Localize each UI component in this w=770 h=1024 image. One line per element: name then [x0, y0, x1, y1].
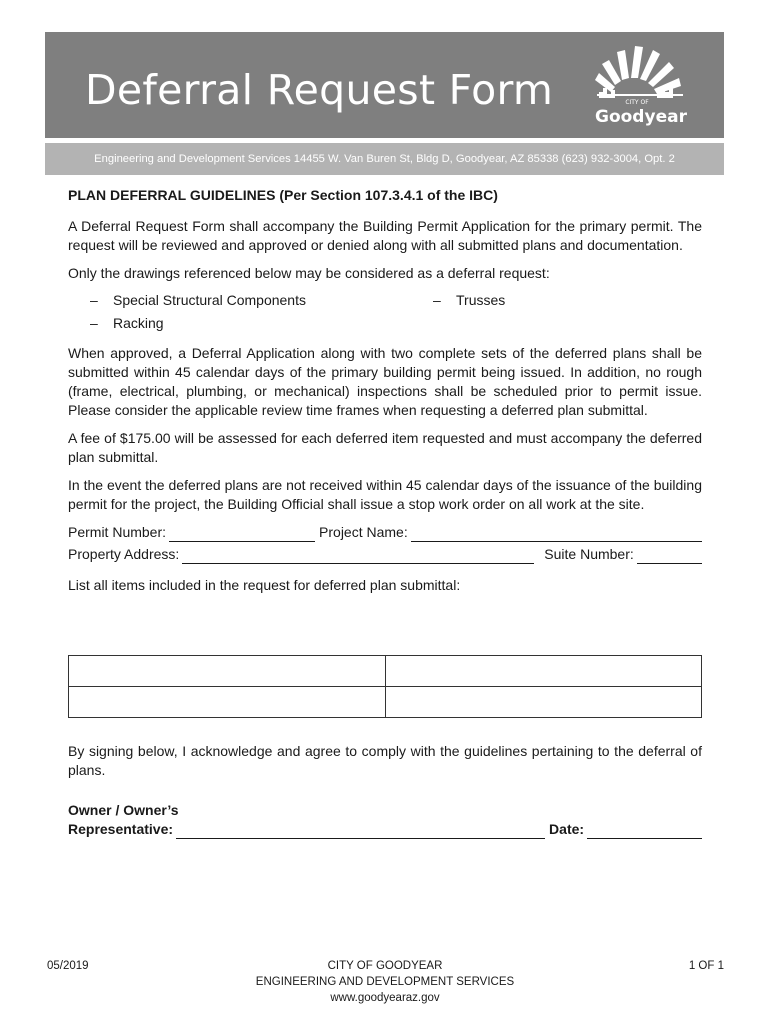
guidelines-heading: PLAN DEFERRAL GUIDELINES (Per Section 107.3.4.1 of the IBC)	[68, 187, 498, 203]
deferred-item-cell[interactable]	[385, 656, 702, 687]
suite-number-field[interactable]	[637, 549, 702, 564]
signature-label-line1: Owner / Owner’s	[68, 802, 179, 818]
footer-organization	[235, 958, 535, 1006]
guidelines-paragraph-2: Only the drawings referenced below may be considered as a deferral request:	[68, 265, 550, 281]
permit-number-label: Permit Number:	[68, 524, 167, 540]
list-instruction: List all items included in the request for deferred plan submittal:	[68, 577, 461, 593]
logo-city-text: CITY OF	[625, 99, 649, 106]
logo-name-text: Goodyear	[595, 107, 687, 127]
address-suite-row	[68, 542, 702, 564]
city-logo	[591, 40, 689, 132]
footer-org-line2: ENGINEERING AND DEVELOPMENT SERVICES	[255, 976, 515, 988]
property-address-field[interactable]	[182, 549, 534, 564]
acknowledgement-text: By signing below, I acknowledge and agree to comply with the guidelines pertaining to the deferral of plans.	[68, 743, 702, 778]
date-label: Date:	[549, 821, 585, 837]
guidelines-paragraph-3: When approved, a Deferral Application along with two complete sets of the deferred plans shall be submitted within 45 calendar days of the primary building permit being issued. In addition, no rough (frame, electrical, plumbing, or mechanical) inspections shall be scheduled prior to permit issue. Please consider the applicable review time frames when requesting a deferred plan submittal.	[68, 345, 702, 418]
guidelines-paragraph-1: A Deferral Request Form shall accompany the Building Permit Application for the primary permit. The request will be reviewed and approved or denied along with all submitted plans and documentation.	[68, 218, 702, 253]
list-item-label: Racking	[113, 315, 164, 331]
dash-bullet: –	[433, 292, 441, 308]
signature-field[interactable]	[176, 824, 545, 839]
header-band	[45, 32, 724, 138]
guidelines-section	[68, 186, 702, 595]
signature-label-line2: Representative:	[68, 821, 174, 837]
deferred-items-table	[68, 655, 702, 718]
table-row	[69, 687, 702, 718]
property-address-label: Property Address:	[68, 546, 180, 562]
dash-bullet: –	[90, 315, 98, 331]
project-name-field[interactable]	[411, 527, 702, 542]
footer-page-number: 1 OF 1	[688, 960, 724, 972]
permit-project-row	[68, 520, 702, 542]
deferred-item-cell[interactable]	[385, 687, 702, 718]
footer-org-line1: CITY OF GOODYEAR	[327, 960, 443, 972]
list-item-label: Trusses	[456, 292, 506, 308]
guidelines-paragraph-4: A fee of $175.00 will be assessed for each deferred item requested and must accompany the deferred plan submittal.	[68, 430, 702, 465]
deferred-item-cell[interactable]	[69, 687, 386, 718]
page-title: Deferral Request Form	[85, 66, 554, 114]
suite-number-label: Suite Number:	[544, 546, 634, 562]
footer-website[interactable]: www.goodyearaz.gov	[330, 992, 440, 1004]
project-name-label: Project Name:	[319, 524, 408, 540]
signature-row	[68, 820, 702, 839]
date-field[interactable]	[587, 824, 702, 839]
dash-bullet: –	[90, 292, 98, 308]
list-item	[68, 314, 433, 333]
guidelines-paragraph-5: In the event the deferred plans are not received within 45 calendar days of the issuance of the building permit for the project, the Building Official shall issue a stop work order on all work at the site.	[68, 477, 702, 512]
deferral-items-list	[68, 289, 702, 335]
table-row	[69, 656, 702, 687]
list-item-label: Special Structural Components	[113, 292, 306, 308]
permit-number-field[interactable]	[169, 527, 315, 542]
address-bar: Engineering and Development Services 14455 W. Van Buren St, Bldg D, Goodyear, AZ 85338 (623) 932-3004, Opt. 2	[45, 143, 724, 175]
signature-section	[68, 801, 702, 839]
list-item	[68, 291, 433, 310]
deferred-item-cell[interactable]	[69, 656, 386, 687]
list-item	[433, 291, 505, 310]
footer-date: 05/2019	[47, 960, 89, 972]
